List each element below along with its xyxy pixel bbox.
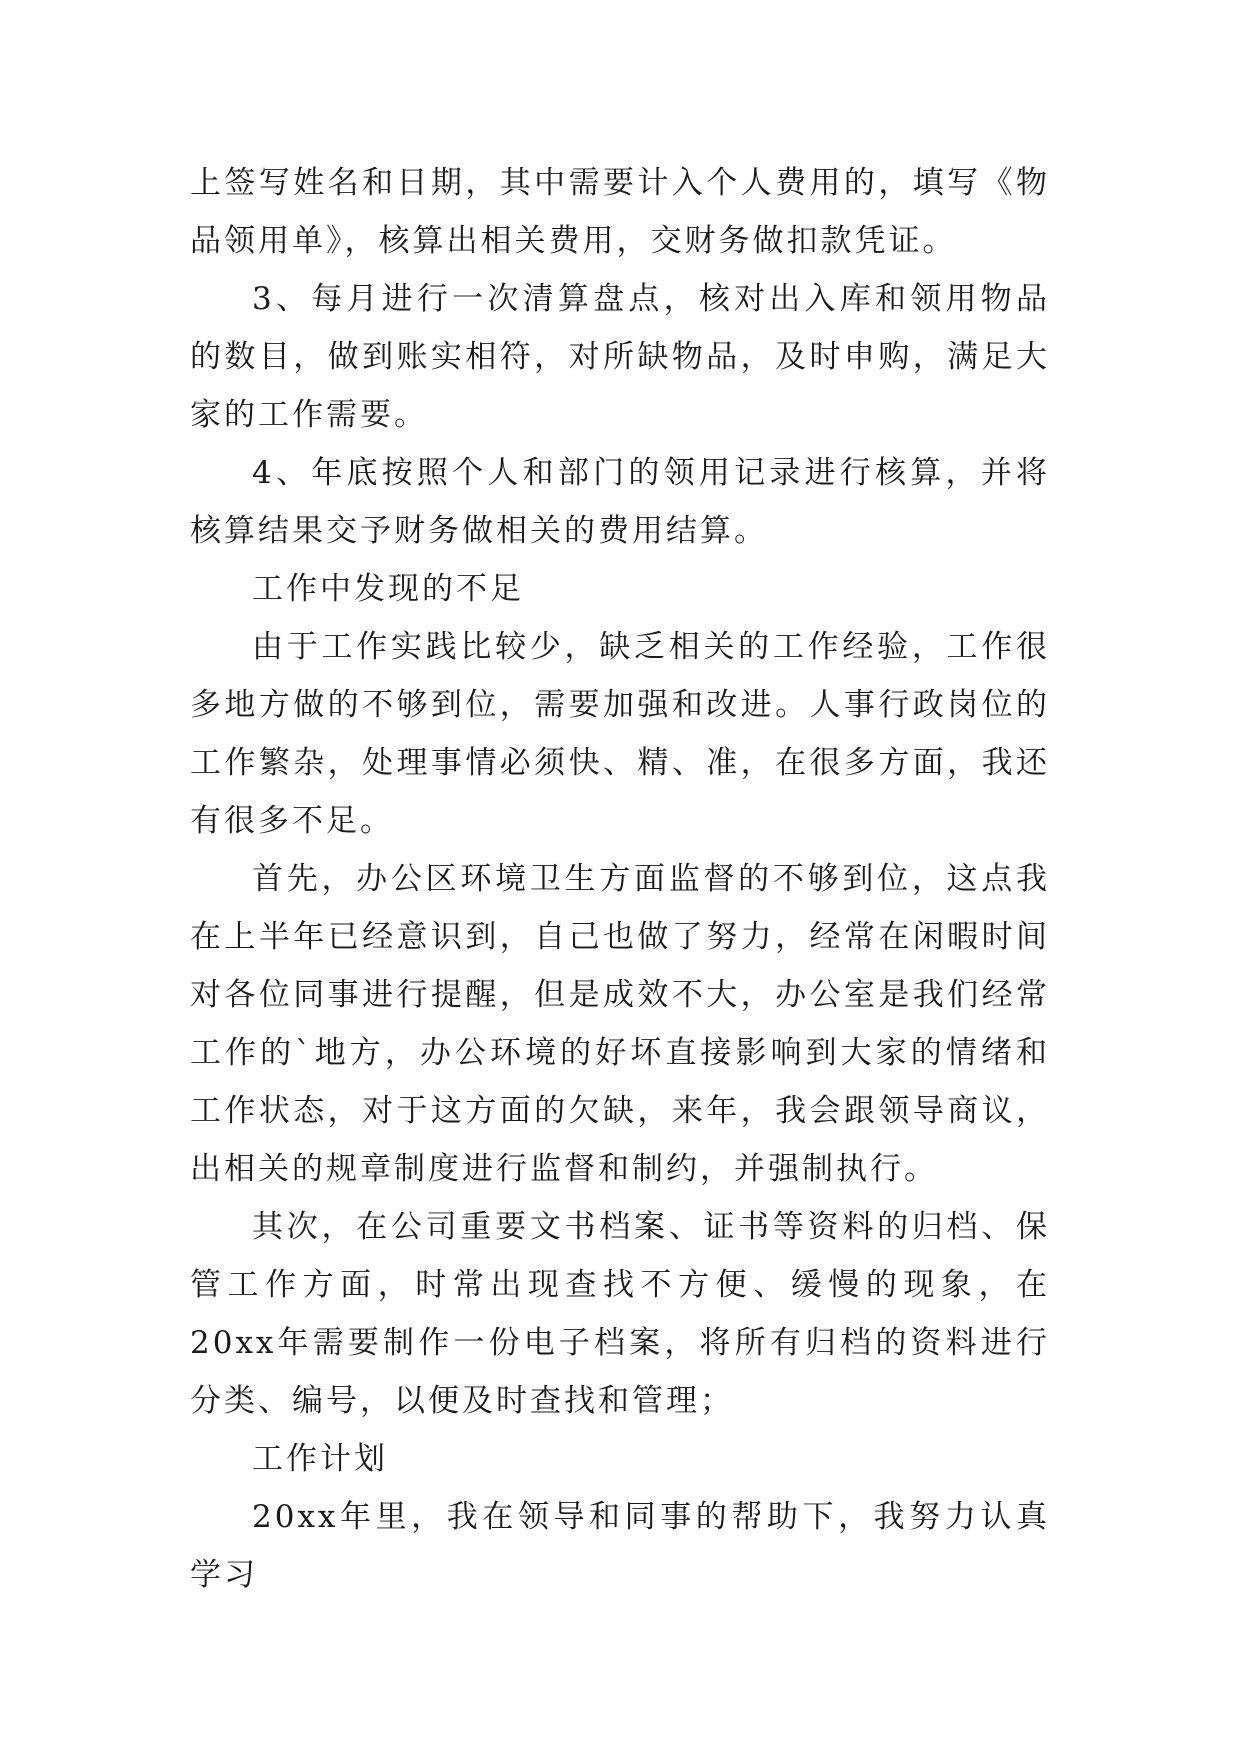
paragraph-4: 由于工作实践比较少，缺乏相关的工作经验，工作很多地方做的不够到位，需要加强和改进。人事行政岗位的工作繁杂，处理事情必须快、精、准，在很多方面，我还有很多不足。: [190, 629, 1050, 839]
document-body: [190, 154, 1050, 1604]
section-heading-shortcomings: 工作中发现的不足: [252, 571, 524, 607]
paragraph-1: 上签写姓名和日期，其中需要计入个人费用的，填写《物品领用单》，核算出相关费用，交财务做扣款凭证。: [190, 165, 1050, 259]
paragraph-3: 4、年底按照个人和部门的领用记录进行核算，并将核算结果交予财务做相关的费用结算。: [190, 455, 1050, 549]
paragraph-2: 3、每月进行一次清算盘点，核对出入库和领用物品的数目，做到账实相符，对所缺物品，及时申购，满足大家的工作需要。: [190, 281, 1050, 433]
paragraph-5: 首先，办公区环境卫生方面监督的不够到位，这点我在上半年已经意识到，自己也做了努力，经常在闲暇时间对各位同事进行提醒，但是成效不大，办公室是我们经常工作的`地方，办公环境的好坏直接影响到大家的情绪和工作状态，对于这方面的欠缺，来年，我会跟领导商议，出相关的规章制度进行监督和制约，并强制执行。: [190, 861, 1050, 1187]
paragraph-7: 20xx年里，我在领导和同事的帮助下，我努力认真学习: [190, 1499, 1050, 1593]
paragraph-6: 其次，在公司重要文书档案、证书等资料的归档、保管工作方面，时常出现查找不方便、缓慢的现象，在20xx年需要制作一份电子档案，将所有归档的资料进行分类、编号，以便及时查找和管理；: [190, 1209, 1050, 1419]
section-heading-work-plan: 工作计划: [252, 1441, 388, 1477]
